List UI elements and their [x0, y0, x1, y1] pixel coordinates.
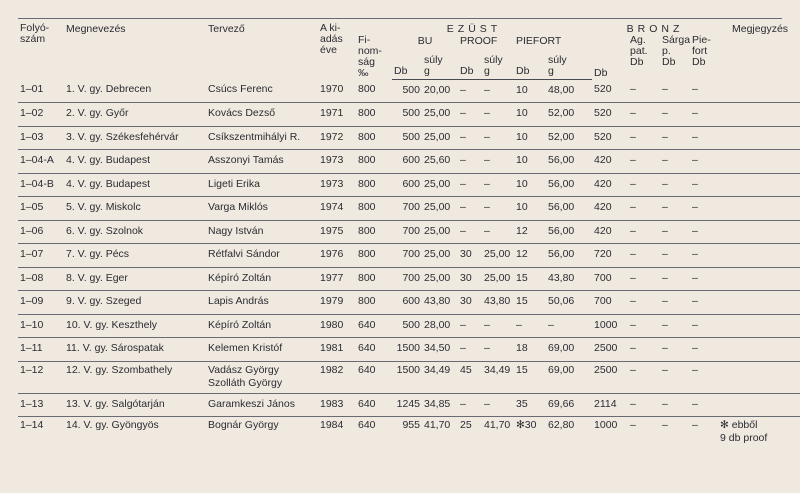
- cell-megjegyzes: [718, 361, 800, 393]
- cell-tervezo: Kovács Dezső: [206, 103, 318, 127]
- cell-proof-db: 30: [458, 291, 482, 315]
- table-row: [18, 173, 800, 197]
- cell-bronz-db: 420: [592, 220, 628, 244]
- cell-bu-db: 500: [392, 314, 422, 338]
- cell-sarga: –: [660, 103, 690, 127]
- cell-bronz-db: 420: [592, 150, 628, 174]
- cell-bu-suly: 25,00: [422, 197, 458, 221]
- cell-bu-suly: 43,80: [422, 291, 458, 315]
- cell-megnevezes: 3. V. gy. Székesfehérvár: [64, 126, 206, 150]
- cell-bronz-db: 1000: [594, 419, 618, 431]
- cell-year: 1980: [318, 314, 356, 338]
- cell-sarga: –: [660, 220, 690, 244]
- cell-megnevezes: 11. V. gy. Sárospatak: [64, 338, 206, 362]
- header-ag-pat: Ag. pat. Db: [630, 35, 648, 68]
- header-ezust: EZÜST: [446, 23, 502, 35]
- cell-proof-suly: –: [482, 126, 514, 150]
- cell-folyoszam: 1–04-A: [18, 150, 64, 174]
- header-megnevezes: Megnevezés: [66, 23, 126, 35]
- cell-sarga: –: [660, 197, 690, 221]
- cell-proof-suly: –: [482, 103, 514, 127]
- cell-bu-db: 500: [392, 79, 422, 103]
- cell-proof-db: –: [458, 314, 482, 338]
- cell-year: 1976: [318, 244, 356, 268]
- cell-year: 1973: [318, 150, 356, 174]
- cell-ag-pat: –: [628, 126, 660, 150]
- cell-bu-db: 700: [392, 220, 422, 244]
- cell-piefort-suly: 56,00: [546, 220, 592, 244]
- cell-year: 1982: [318, 361, 356, 393]
- table-row: [18, 220, 800, 244]
- cell-piefort-db: 12: [514, 220, 546, 244]
- cell-folyoszam: 1–12: [18, 361, 64, 393]
- cell-sarga: –: [660, 267, 690, 291]
- cell-year: 1970: [318, 79, 356, 103]
- cell-piefort-db: 10: [514, 103, 546, 127]
- cell-sarga: –: [660, 150, 690, 174]
- cell-proof-db: –: [458, 393, 482, 417]
- cell-piefort-bronz: –: [690, 197, 718, 221]
- cell-year: 1983: [318, 393, 356, 417]
- cell-folyoszam: 1–14: [20, 419, 44, 431]
- cell-bu-suly: 34,50: [422, 338, 458, 362]
- cell-ag-pat: –: [628, 393, 660, 417]
- cell-bronz-db: 1000: [592, 314, 628, 338]
- cell-proof-db: 45: [458, 361, 482, 393]
- cell-bronz-db: 420: [592, 197, 628, 221]
- table-header: [18, 20, 800, 79]
- cell-piefort-bronz: –: [690, 244, 718, 268]
- cell-sarga: –: [660, 126, 690, 150]
- table-row: [18, 361, 800, 393]
- cell-piefort-suly: 69,66: [546, 393, 592, 417]
- cell-megnevezes: 1. V. gy. Debrecen: [64, 79, 206, 103]
- cell-piefort-db: 15: [514, 361, 546, 393]
- cell-bu-db: 600: [392, 291, 422, 315]
- cell-megjegyzes: [718, 126, 800, 150]
- cell-piefort-db: 10: [514, 173, 546, 197]
- header-finomsag: Fi- nom- ság ‰: [358, 35, 382, 79]
- cell-finomsag: 800: [356, 220, 392, 244]
- table-row: [18, 126, 800, 150]
- cell-tervezo: Képíró Zoltán: [206, 267, 318, 291]
- table-row: [18, 393, 800, 417]
- cell-ag-pat: –: [628, 220, 660, 244]
- header-bronz: BRONZ: [626, 23, 684, 35]
- cell-piefort-suly: 50,06: [546, 291, 592, 315]
- cell-megnevezes: 5. V. gy. Miskolc: [64, 197, 206, 221]
- table-row: [18, 197, 800, 221]
- cell-proof-suly: 41,70: [484, 419, 511, 431]
- cell-year: 1981: [318, 338, 356, 362]
- cell-bu-suly: 25,00: [422, 267, 458, 291]
- cell-bu-db: 1500: [392, 338, 422, 362]
- cell-piefort-bronz: –: [690, 79, 718, 103]
- cell-megjegyzes: [718, 103, 800, 127]
- cell-sarga: –: [660, 79, 690, 103]
- cell-proof-db: 30: [458, 267, 482, 291]
- cell-bronz-db: 520: [592, 103, 628, 127]
- cell-proof-db: –: [458, 103, 482, 127]
- cell-folyoszam: 1–06: [18, 220, 64, 244]
- table-row: [18, 291, 800, 315]
- cell-proof-suly: –: [482, 197, 514, 221]
- cell-proof-db: –: [458, 173, 482, 197]
- header-bu-db: Db: [392, 49, 422, 79]
- cell-ag-pat: –: [628, 244, 660, 268]
- cell-proof-db: –: [458, 79, 482, 103]
- header-sarga: Sárga p. Db: [662, 35, 691, 68]
- cell-piefort-db: –: [514, 314, 546, 338]
- cell-piefort-db: 12: [514, 244, 546, 268]
- cell-piefort-db: 10: [514, 126, 546, 150]
- cell-piefort-bronz: –: [690, 291, 718, 315]
- table-row: [18, 338, 800, 362]
- cell-sarga: –: [660, 173, 690, 197]
- header-folyoszam: Folyó- szám: [20, 22, 50, 45]
- header-piefort: PIEFORT: [516, 35, 562, 47]
- cell-megjegyzes: [718, 338, 800, 362]
- cell-finomsag: 640: [356, 338, 392, 362]
- cell-megnevezes: 4. V. gy. Budapest: [64, 173, 206, 197]
- cell-piefort-bronz: –: [690, 267, 718, 291]
- cell-tervezo: Lapis András: [206, 291, 318, 315]
- cell-proof-suly: 25,00: [482, 267, 514, 291]
- cell-megnevezes: 2. V. gy. Győr: [64, 103, 206, 127]
- cell-tervezo: Kelemen Kristóf: [206, 338, 318, 362]
- cell-proof-db: 30: [458, 244, 482, 268]
- cell-tervezo: Garamkeszi János: [206, 393, 318, 417]
- cell-bu-db: 500: [392, 126, 422, 150]
- cell-megnevezes: 6. V. gy. Szolnok: [64, 220, 206, 244]
- cell-bu-db: 1500: [392, 361, 422, 393]
- cell-year: 1984: [320, 419, 344, 431]
- cell-bu-suly: 20,00: [422, 79, 458, 103]
- header-piefort-db: Db: [514, 49, 546, 79]
- cell-piefort-bronz: –: [690, 126, 718, 150]
- cell-piefort-suly: 56,00: [546, 150, 592, 174]
- cell-ag-pat: –: [628, 338, 660, 362]
- cell-sarga: –: [660, 393, 690, 417]
- cell-piefort-db: 35: [514, 393, 546, 417]
- table-row: [18, 79, 800, 103]
- cell-piefort-suly: 56,00: [546, 244, 592, 268]
- cell-tervezo: Varga Miklós: [206, 197, 318, 221]
- cell-tervezo: Rétfalvi Sándor: [206, 244, 318, 268]
- cell-piefort-db: 15: [514, 291, 546, 315]
- cell-megjegyzes: [718, 291, 800, 315]
- cell-piefort-bronz: –: [690, 338, 718, 362]
- cell-finomsag: 800: [356, 197, 392, 221]
- table-row: [18, 103, 800, 127]
- cell-proof-db: –: [458, 150, 482, 174]
- cell-finomsag: 640: [356, 393, 392, 417]
- cell-ag-pat: –: [628, 173, 660, 197]
- cell-ag-pat: –: [628, 291, 660, 315]
- cell-megjegyzes: [718, 197, 800, 221]
- cell-proof-suly: –: [482, 150, 514, 174]
- cell-ag-pat: –: [628, 79, 660, 103]
- cell-folyoszam: 1–13: [18, 393, 64, 417]
- cell-megnevezes: 13. V. gy. Salgótarján: [64, 393, 206, 417]
- cell-piefort-bronz: –: [690, 314, 718, 338]
- cell-proof-db: –: [458, 338, 482, 362]
- cell-folyoszam: 1–02: [18, 103, 64, 127]
- cell-year: 1973: [318, 173, 356, 197]
- cell-piefort-db: 10: [514, 150, 546, 174]
- cell-piefort-bronz: –: [690, 103, 718, 127]
- cell-bu-suly: 25,00: [422, 103, 458, 127]
- cell-proof-db: –: [458, 126, 482, 150]
- cell-piefort-db: 10: [514, 79, 546, 103]
- cell-megjegyzes: [718, 267, 800, 291]
- cell-proof-suly: –: [482, 314, 514, 338]
- cell-megjegyzes: [718, 173, 800, 197]
- header-piefort-bronz: Pie- fort Db: [692, 35, 711, 68]
- cell-ag-pat: –: [628, 150, 660, 174]
- cell-bronz-db: 700: [592, 267, 628, 291]
- cell-folyoszam: 1–07: [18, 244, 64, 268]
- cell-folyoszam: 1–10: [18, 314, 64, 338]
- cell-finomsag: 800: [356, 173, 392, 197]
- cell-tervezo: Képíró Zoltán: [206, 314, 318, 338]
- cell-bu-suly: 28,00: [422, 314, 458, 338]
- cell-bu-suly: 25,00: [422, 220, 458, 244]
- cell-piefort-db: 18: [514, 338, 546, 362]
- cell-proof-suly: –: [482, 393, 514, 417]
- cell-ag-pat: –: [628, 361, 660, 393]
- table-body: [18, 79, 800, 448]
- cell-proof-suly: –: [482, 79, 514, 103]
- cell-bu-suly: 34,49: [422, 361, 458, 393]
- cell-finomsag: 640: [356, 361, 392, 393]
- header-bu-suly: súly g: [422, 49, 458, 79]
- cell-megnevezes: 4. V. gy. Budapest: [64, 150, 206, 174]
- cell-piefort-bronz: –: [690, 393, 718, 417]
- cell-piefort-db: ✻30: [516, 419, 537, 431]
- cell-piefort-suly: 69,00: [546, 361, 592, 393]
- cell-bu-db: 1245: [392, 393, 422, 417]
- cell-year: 1975: [318, 220, 356, 244]
- header-kiadas-eve: A ki- adás éve: [320, 22, 343, 56]
- cell-megjegyzes: [718, 79, 800, 103]
- cell-megjegyzes: ✻ ebből 9 db proof: [720, 419, 768, 444]
- cell-piefort-suly: 62,80: [548, 419, 575, 431]
- cell-folyoszam: 1–09: [18, 291, 64, 315]
- header-megjegyzes: Megjegyzés: [732, 23, 789, 35]
- table-row: [18, 150, 800, 174]
- cell-megjegyzes: [718, 150, 800, 174]
- cell-sarga: –: [660, 361, 690, 393]
- cell-bu-suly: 25,00: [422, 244, 458, 268]
- cell-finomsag: 800: [356, 150, 392, 174]
- cell-year: 1979: [318, 291, 356, 315]
- cell-proof-db: 25: [460, 419, 472, 431]
- cell-folyoszam: 1–04-B: [18, 173, 64, 197]
- cell-ag-pat: –: [628, 197, 660, 221]
- cell-piefort-bronz: –: [690, 173, 718, 197]
- cell-ag-pat: –: [628, 267, 660, 291]
- cell-megnevezes: 8. V. gy. Eger: [64, 267, 206, 291]
- cell-ag-pat: –: [630, 419, 636, 431]
- cell-piefort-db: 15: [514, 267, 546, 291]
- cell-megnevezes: 9. V. gy. Szeged: [64, 291, 206, 315]
- cell-piefort-suly: 48,00: [546, 79, 592, 103]
- cell-bronz-db: 520: [592, 126, 628, 150]
- cell-sarga: –: [662, 419, 668, 431]
- cell-bronz-db: 720: [592, 244, 628, 268]
- cell-folyoszam: 1–11: [18, 338, 64, 362]
- cell-finomsag: 800: [356, 79, 392, 103]
- cell-piefort-suly: 52,00: [546, 126, 592, 150]
- cell-ag-pat: –: [628, 314, 660, 338]
- header-piefort-suly: súly g: [546, 49, 592, 79]
- cell-finomsag: 800: [356, 103, 392, 127]
- cell-bronz-db: 2114: [592, 393, 628, 417]
- cell-bu-db: 700: [392, 267, 422, 291]
- cell-year: 1971: [318, 103, 356, 127]
- cell-tervezo: Csíkszentmihályi R.: [206, 126, 318, 150]
- cell-year: 1977: [318, 267, 356, 291]
- cell-finomsag: 640: [358, 419, 376, 431]
- header-tervezo: Tervező: [208, 23, 245, 35]
- cell-piefort-suly: 69,00: [546, 338, 592, 362]
- cell-piefort-bronz: –: [690, 361, 718, 393]
- cell-proof-suly: 34,49: [482, 361, 514, 393]
- cell-sarga: –: [660, 338, 690, 362]
- cell-proof-suly: 25,00: [482, 244, 514, 268]
- cell-bronz-db: 2500: [592, 361, 628, 393]
- coin-catalog-table: [18, 20, 800, 448]
- cell-sarga: –: [660, 244, 690, 268]
- cell-bu-db: 955: [402, 419, 420, 431]
- cell-megjegyzes: [718, 220, 800, 244]
- cell-bronz-db: 700: [592, 291, 628, 315]
- cell-folyoszam: 1–03: [18, 126, 64, 150]
- cell-finomsag: 800: [356, 126, 392, 150]
- header-bu: BU: [417, 35, 433, 47]
- cell-megnevezes: 14. V. gy. Gyöngyös: [66, 419, 159, 431]
- cell-proof-suly: –: [482, 220, 514, 244]
- cell-finomsag: 640: [356, 314, 392, 338]
- cell-folyoszam: 1–08: [18, 267, 64, 291]
- cell-megjegyzes: [718, 393, 800, 417]
- cell-piefort-suly: 56,00: [546, 173, 592, 197]
- cell-megjegyzes: [718, 244, 800, 268]
- cell-bu-db: 700: [392, 197, 422, 221]
- cell-bronz-db: 420: [592, 173, 628, 197]
- cell-piefort-bronz: –: [690, 150, 718, 174]
- cell-proof-suly: –: [482, 173, 514, 197]
- cell-piefort-db: 10: [514, 197, 546, 221]
- cell-megnevezes: 12. V. gy. Szombathely: [64, 361, 206, 393]
- cell-tervezo: Vadász György Szolláth György: [206, 361, 318, 393]
- cell-megnevezes: 7. V. gy. Pécs: [64, 244, 206, 268]
- cell-bu-suly: 34,85: [422, 393, 458, 417]
- cell-folyoszam: 1–01: [18, 79, 64, 103]
- cell-tervezo: Asszonyi Tamás: [206, 150, 318, 174]
- table-row: [18, 244, 800, 268]
- cell-bu-suly: 25,00: [422, 126, 458, 150]
- cell-bu-db: 600: [392, 173, 422, 197]
- cell-megjegyzes: [718, 314, 800, 338]
- cell-megnevezes: 10. V. gy. Keszthely: [64, 314, 206, 338]
- cell-finomsag: 800: [356, 291, 392, 315]
- table-row: [18, 417, 800, 449]
- cell-year: 1974: [318, 197, 356, 221]
- cell-year: 1972: [318, 126, 356, 150]
- cell-proof-suly: –: [482, 338, 514, 362]
- cell-sarga: –: [660, 314, 690, 338]
- header-proof-db: Db: [458, 49, 482, 79]
- cell-finomsag: 800: [356, 244, 392, 268]
- cell-piefort-suly: 43,80: [546, 267, 592, 291]
- cell-finomsag: 800: [356, 267, 392, 291]
- cell-bu-suly: 25,60: [422, 150, 458, 174]
- cell-piefort-bronz: –: [690, 220, 718, 244]
- cell-proof-db: –: [458, 220, 482, 244]
- table-row: [18, 267, 800, 291]
- cell-bronz-db: 520: [592, 79, 628, 103]
- header-proof-suly: súly g: [482, 49, 514, 79]
- cell-tervezo: Ligeti Erika: [206, 173, 318, 197]
- cell-piefort-bronz: –: [692, 419, 698, 431]
- cell-bu-db: 500: [392, 103, 422, 127]
- cell-piefort-suly: 56,00: [546, 197, 592, 221]
- cell-piefort-suly: –: [546, 314, 592, 338]
- header-proof: PROOF: [460, 35, 498, 47]
- cell-bu-db: 700: [392, 244, 422, 268]
- cell-ag-pat: –: [628, 103, 660, 127]
- cell-folyoszam: 1–05: [18, 197, 64, 221]
- cell-tervezo: Nagy István: [206, 220, 318, 244]
- header-bronz-db: Db: [594, 67, 608, 79]
- cell-bu-suly: 41,70: [424, 419, 451, 431]
- cell-bu-db: 600: [392, 150, 422, 174]
- cell-tervezo: Bognár György: [208, 419, 279, 431]
- table-row: [18, 314, 800, 338]
- cell-proof-suly: 43,80: [482, 291, 514, 315]
- cell-tervezo: Csúcs Ferenc: [206, 79, 318, 103]
- cell-proof-db: –: [458, 197, 482, 221]
- cell-piefort-suly: 52,00: [546, 103, 592, 127]
- cell-bu-suly: 25,00: [422, 173, 458, 197]
- top-rule: [18, 18, 782, 19]
- cell-sarga: –: [660, 291, 690, 315]
- cell-bronz-db: 2500: [592, 338, 628, 362]
